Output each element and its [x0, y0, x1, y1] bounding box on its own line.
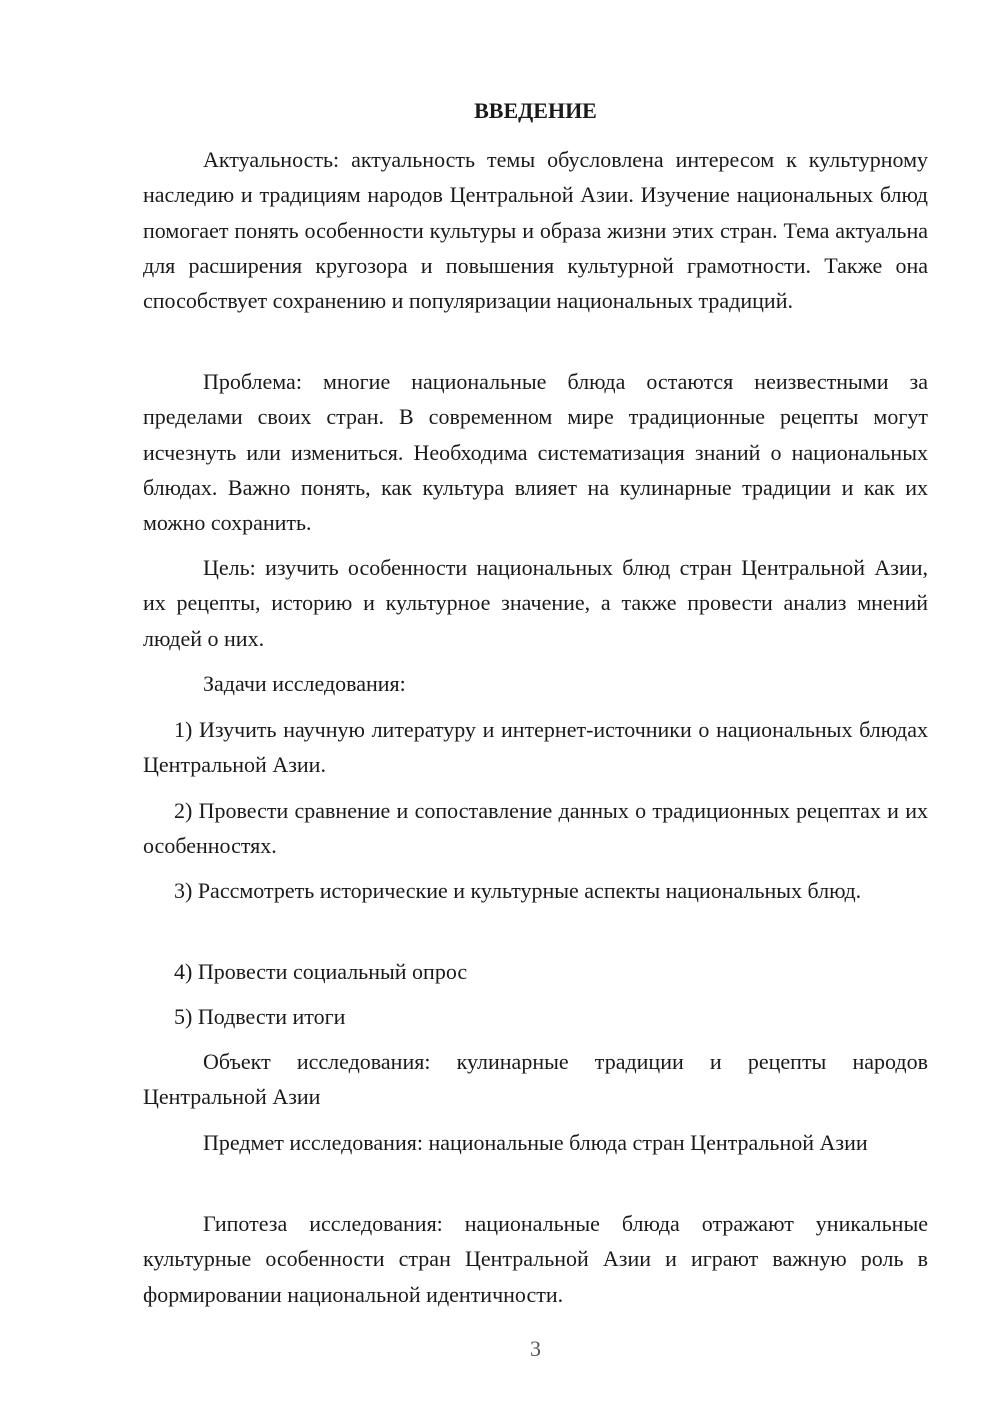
paragraph-goal: Цель: изучить особенности национальных блюд стран Центральной Азии, их рецепты, историю и культурное значение, а также провести анализ мнений людей о них.	[143, 555, 928, 651]
paragraph-subject: Предмет исследования: национальные блюда стран Центральной Азии	[203, 1130, 868, 1155]
task-item-4: 4) Провести социальный опрос	[174, 959, 468, 984]
task-item-2: 2) Провести сравнение и сопоставление данных о традиционных рецептах и их особенностях.	[143, 798, 928, 859]
paragraph-problem: Проблема: многие национальные блюда остаются неизвестными за пределами своих стран. В современном мире традиционные рецепты могут исчезнуть или измениться. Необходима систематизация знаний о национальных блюдах. Важно понять, как культура влияет на кулинарные традиции и как их можно сохранить.	[143, 369, 928, 536]
paragraph-relevance: Актуальность: актуальность темы обусловлена интересом к культурному наследию и традициям народов Центральной Азии. Изучение национальных блюд помогает понять особенности культуры и образа жизни этих стран. Тема актуальна для расширения кругозора и повышения культурной грамотности. Также она способствует сохранению и популяризации национальных традиций.	[143, 147, 928, 314]
task-item-5: 5) Подвести итоги	[174, 1004, 346, 1029]
section-title: ВВЕДЕНИЕ	[474, 98, 597, 123]
paragraph-object: Объект исследования: кулинарные традиции и рецепты народов Центральной Азии	[143, 1049, 928, 1110]
task-item-3: 3) Рассмотреть исторические и культурные аспекты национальных блюд.	[174, 878, 862, 903]
task-item-1: 1) Изучить научную литературу и интернет-источники о национальных блюдах Центральной Азии.	[143, 717, 928, 778]
page-number: 3	[530, 1336, 541, 1361]
paragraph-hypothesis: Гипотеза исследования: национальные блюда отражают уникальные культурные особенности стран Центральной Азии и играют важную роль в формировании национальной идентичности.	[143, 1211, 928, 1307]
document-page	[143, 0, 928, 1414]
tasks-heading: Задачи исследования:	[203, 671, 406, 696]
